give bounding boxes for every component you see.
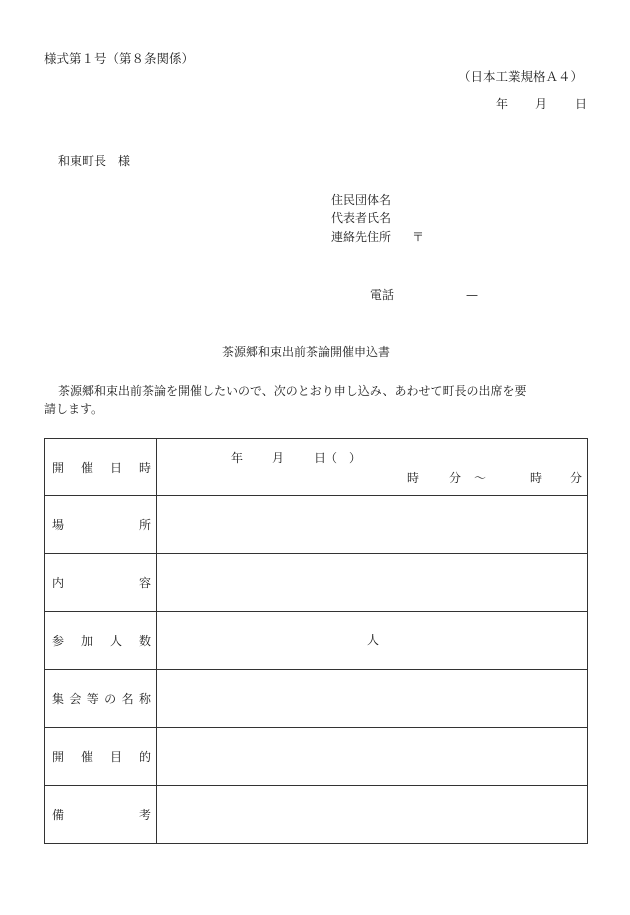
dt-minute-start: 分 — [449, 471, 462, 485]
postal-mark: 〒 — [412, 230, 425, 244]
dt-minute-end: 分 — [570, 471, 583, 485]
participants-field[interactable] — [157, 612, 588, 670]
dt-weekday-paren: （ ） — [325, 451, 362, 465]
address-label: 連絡先住所 — [331, 230, 392, 244]
row-label-event-name: 集 会 等 の 名 称 — [45, 670, 157, 728]
row-label-remarks: 備 考 — [45, 786, 157, 844]
row-label-datetime: 開 催 日 時 — [45, 439, 157, 496]
table-row — [45, 439, 588, 496]
content-field[interactable] — [157, 554, 588, 612]
dt-day: 日 — [314, 451, 327, 465]
org-label: 住民団体名 — [331, 193, 392, 207]
body-line-2: 請します。 — [44, 402, 104, 416]
row-label-participants: 参 加 人 数 — [45, 612, 157, 670]
body-line-1: 茶源郷和束出前茶論を開催したいので、次のとおり申し込み、あわせて町長の出席を要 — [58, 384, 527, 398]
representative-label: 代表者氏名 — [331, 211, 392, 225]
addressee: 和東町長 様 — [58, 154, 131, 168]
phone-dash: — — [466, 288, 478, 302]
dt-year: 年 — [231, 451, 244, 465]
dt-hour-start: 時 — [407, 471, 420, 485]
application-table — [44, 438, 588, 844]
table-row — [45, 554, 588, 612]
row-label-purpose: 開 催 目 的 — [45, 728, 157, 786]
table-row — [45, 612, 588, 670]
paper-size-note: （日本工業規格Ａ４） — [458, 69, 584, 84]
event-name-field[interactable] — [157, 670, 588, 728]
dt-tilde: 〜 — [474, 471, 487, 485]
table-row — [45, 786, 588, 844]
people-unit: 人 — [367, 633, 380, 647]
date-month: 月 — [535, 97, 548, 111]
date-year: 年 — [496, 97, 509, 111]
row-label-venue: 場 所 — [45, 496, 157, 554]
purpose-field[interactable] — [157, 728, 588, 786]
table-row — [45, 496, 588, 554]
table-row — [45, 670, 588, 728]
datetime-field[interactable] — [157, 439, 588, 496]
form-number: 様式第１号（第８条関係） — [44, 51, 195, 66]
phone-label: 電話 — [370, 288, 395, 302]
dt-month: 月 — [272, 451, 285, 465]
venue-field[interactable] — [157, 496, 588, 554]
document-title: 茶源郷和束出前茶論開催申込書 — [222, 345, 391, 359]
table-row — [45, 728, 588, 786]
date-day: 日 — [575, 97, 588, 111]
row-label-content: 内 容 — [45, 554, 157, 612]
remarks-field[interactable] — [157, 786, 588, 844]
dt-hour-end: 時 — [530, 471, 543, 485]
